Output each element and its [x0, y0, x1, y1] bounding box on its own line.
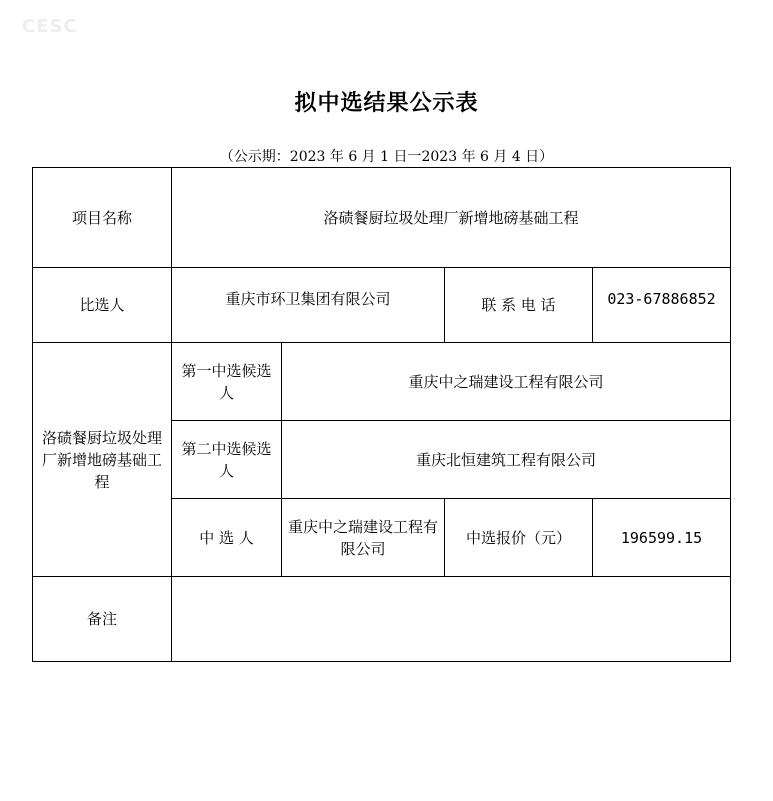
second-candidate-label: 第二中选候选人 — [171, 420, 282, 499]
winner-name: 重庆中之瑞建设工程有限公司 — [281, 498, 445, 577]
phone-value: 023-67886852 — [592, 267, 731, 343]
project-name-label: 项目名称 — [32, 167, 172, 268]
first-candidate-label: 第一中选候选人 — [171, 342, 282, 421]
price-label: 中选报价（元） — [444, 498, 593, 577]
second-candidate-name: 重庆北恒建筑工程有限公司 — [281, 420, 731, 499]
first-candidate-name: 重庆中之瑞建设工程有限公司 — [281, 342, 731, 421]
project-name-value: 洛碛餐厨垃圾处理厂新增地磅基础工程 — [171, 167, 731, 268]
winner-label: 中 选 人 — [171, 498, 282, 577]
publicity-period: （公示期：2023 年 6 月 1 日一2023 年 6 月 4 日） — [219, 149, 554, 165]
remarks-value — [171, 576, 731, 662]
selector-name: 重庆市环卫集团有限公司 — [171, 267, 445, 343]
phone-label: 联 系 电 话 — [444, 267, 593, 343]
watermark-text: CESC — [22, 16, 78, 37]
remarks-label: 备注 — [32, 576, 172, 662]
section-project-label: 洛碛餐厨垃圾处理厂新增地磅基础工程 — [32, 342, 172, 577]
selector-label: 比选人 — [32, 267, 172, 343]
price-value: 196599.15 — [592, 498, 731, 577]
page-title: 拟中选结果公示表 — [294, 90, 479, 116]
